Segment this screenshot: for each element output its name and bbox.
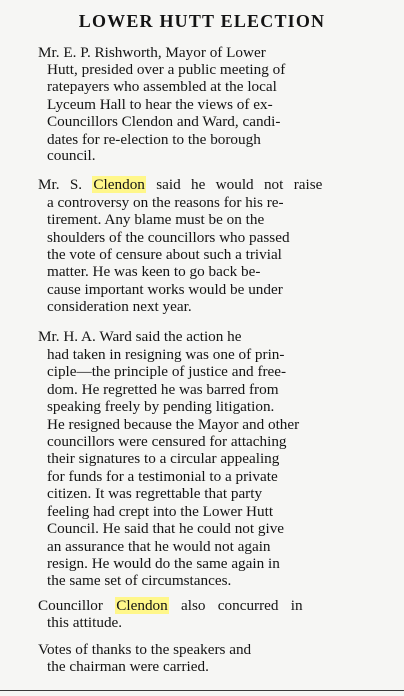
text-line: citizen. It was regrettable that party <box>47 485 263 502</box>
text-line: dates for re-election to the borough <box>47 131 261 148</box>
text-line <box>38 176 322 193</box>
text-line: Mr. H. A. Ward said the action he <box>38 328 242 345</box>
text-line: tirement. Any blame must be on the <box>47 211 265 228</box>
text-line: shoulders of the councillors who passed <box>47 229 290 246</box>
text-line: this attitude. <box>47 614 123 631</box>
text-line: He resigned because the Mayor and other <box>47 416 300 433</box>
text-line: matter. He was keen to go back be- <box>47 263 261 280</box>
text-line: feeling had crept into the Lower Hutt <box>47 503 274 520</box>
highlighted-name: Clendon <box>93 176 145 193</box>
text-line: ciple—the principle of justice and free- <box>47 363 287 380</box>
text-line: had taken in resigning was one of prin- <box>47 346 285 363</box>
text-line: Votes of thanks to the speakers and <box>38 641 252 658</box>
text-line: their signatures to a circular appealing <box>47 450 280 467</box>
text-line: council. <box>47 147 96 164</box>
text-line: the same set of circumstances. <box>47 572 232 589</box>
text-line <box>38 597 303 614</box>
text-line: ratepayers who assembled at the local <box>47 78 277 95</box>
text-line: councillors were censured for attaching <box>47 433 287 450</box>
text-line: cause important works would be under <box>47 281 283 298</box>
highlighted-name: Clendon <box>116 597 168 614</box>
text-line: Councillors Clendon and Ward, candi- <box>47 113 281 130</box>
text-line: Hutt, presided over a public meeting of <box>47 61 286 78</box>
bottom-rule <box>0 690 404 691</box>
text-line: an assurance that he would not again <box>47 538 271 555</box>
text-run: Councillor <box>38 597 103 614</box>
text-line: the vote of censure about such a trivial <box>47 246 282 263</box>
text-line: dom. He regretted he was barred from <box>47 381 279 398</box>
text-line: a controversy on the reasons for his re- <box>47 194 284 211</box>
text-line: Lyceum Hall to hear the views of ex- <box>47 96 273 113</box>
text-run: said he would not raise <box>156 176 323 193</box>
headline: LOWER HUTT ELECTION <box>78 11 326 31</box>
text-line: consideration next year. <box>47 298 192 315</box>
text-line: for funds for a testimonial to a private <box>47 468 278 485</box>
text-run: Mr. S. <box>38 176 83 193</box>
text-line: Mr. E. P. Rishworth, Mayor of Lower <box>38 44 266 61</box>
text-run: also concurred in <box>181 597 303 614</box>
text-line: resign. He would do the same again in <box>47 555 280 572</box>
text-line: the chairman were carried. <box>47 658 209 675</box>
text-line: Council. He said that he could not give <box>47 520 285 537</box>
text-line: speaking freely by pending litigation. <box>47 398 275 415</box>
